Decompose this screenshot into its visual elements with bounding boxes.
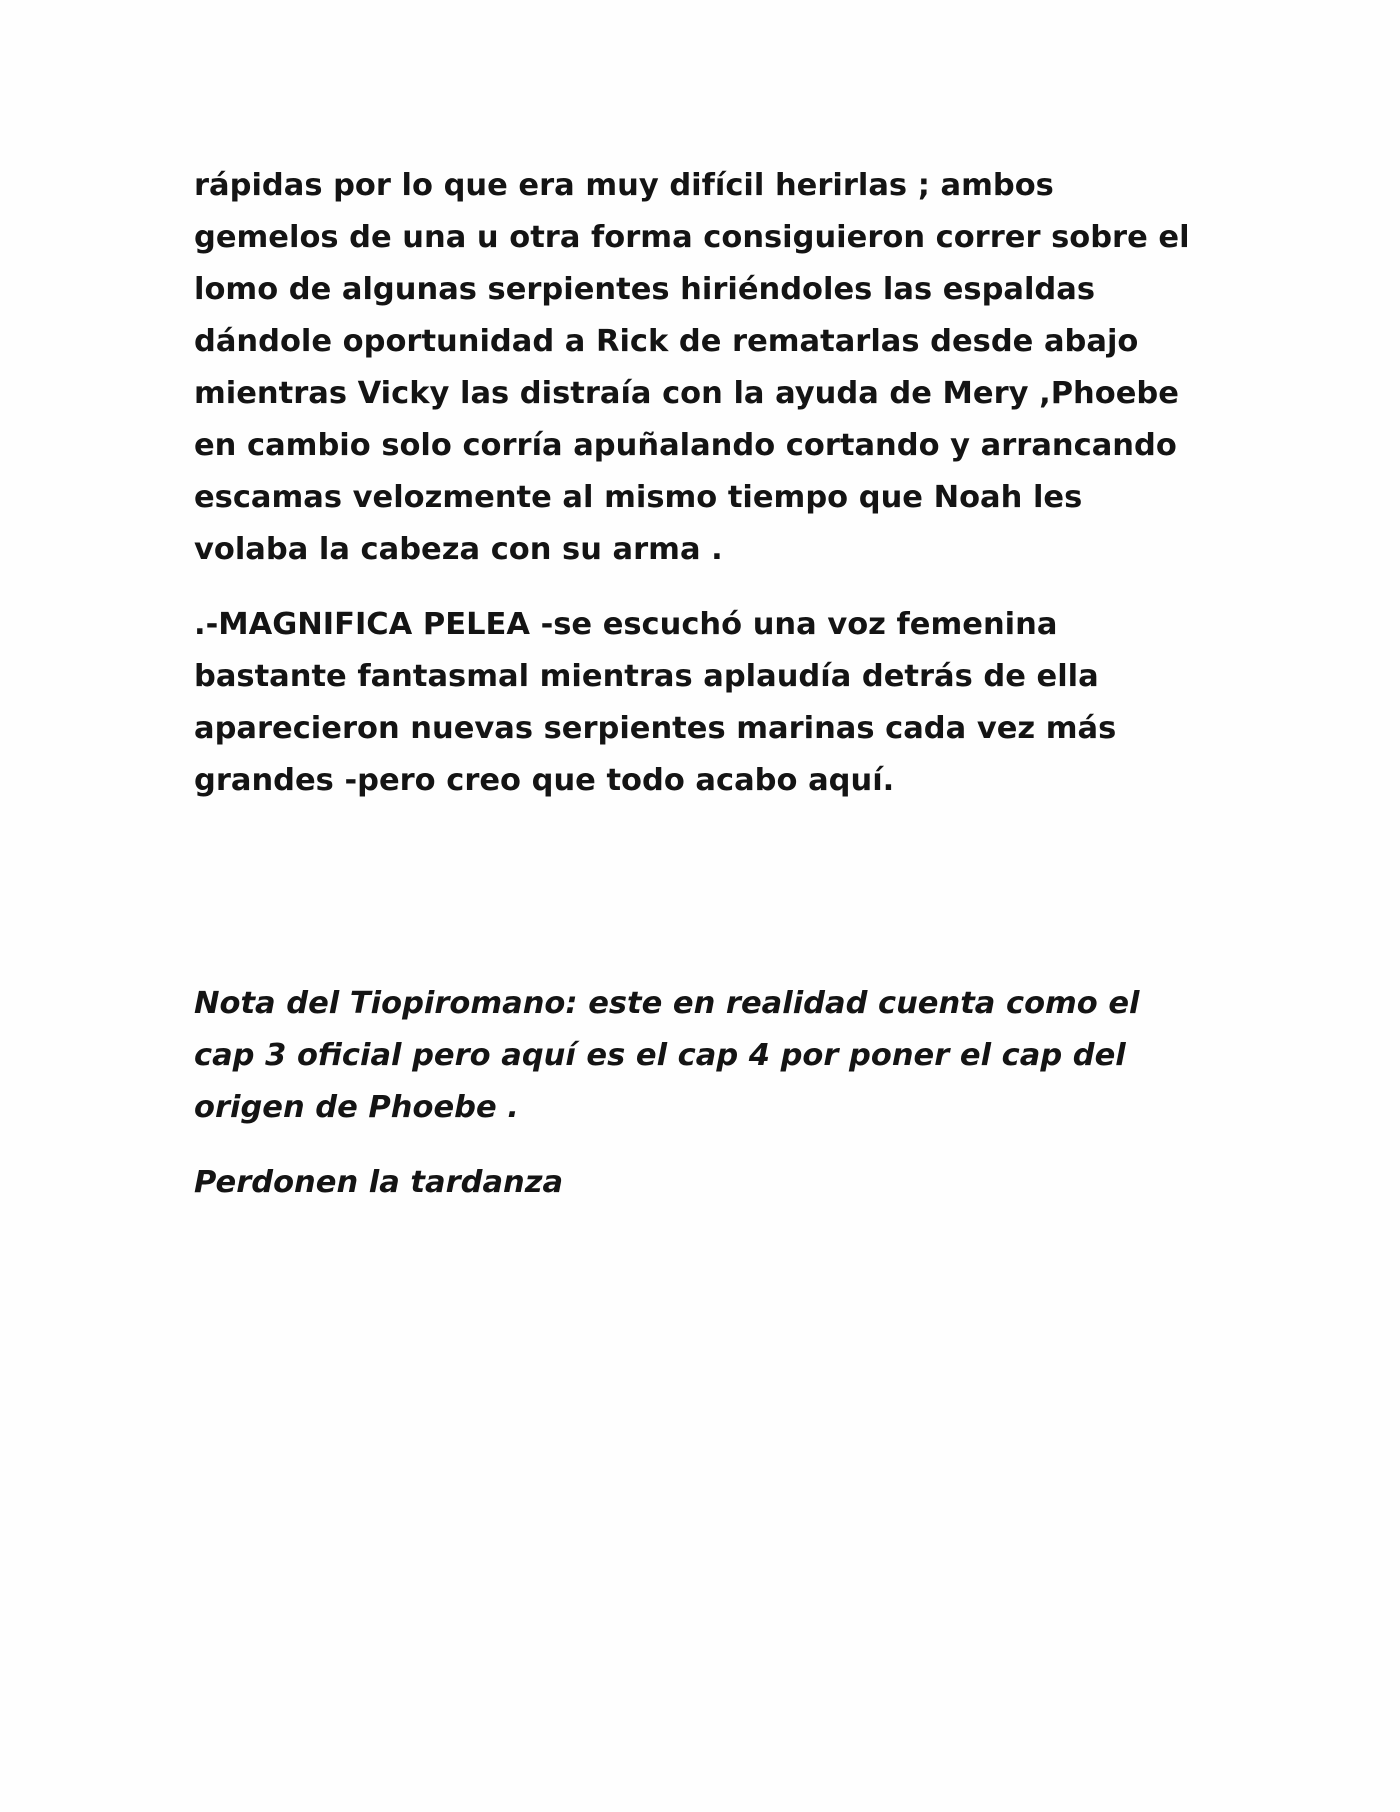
text-line: volaba la cabeza con su arma . bbox=[194, 532, 723, 567]
apology-note bbox=[194, 1157, 1254, 1209]
text-line: en cambio solo corría apuñalando cortando y arrancando bbox=[194, 428, 1177, 463]
text-line: rápidas por lo que era muy difícil herirlas ; ambos bbox=[194, 168, 1054, 203]
text-line: lomo de algunas serpientes hiriéndoles las espaldas bbox=[194, 272, 1096, 307]
text-line: grandes -pero creo que todo acabo aquí. bbox=[194, 763, 895, 798]
text-line: escamas velozmente al mismo tiempo que Noah les bbox=[194, 480, 1083, 515]
author-note bbox=[194, 978, 1254, 1134]
text-line: Perdonen la tardanza bbox=[194, 1165, 564, 1200]
text-line: .-MAGNIFICA PELEA -se escuchó una voz femenina bbox=[194, 607, 1058, 642]
dialogue-paragraph bbox=[194, 599, 1254, 807]
text-line: mientras Vicky las distraía con la ayuda de Mery ,Phoebe bbox=[194, 376, 1179, 411]
text-line: Nota del Tiopiromano: este en realidad cuenta como el bbox=[194, 986, 1140, 1021]
text-line: bastante fantasmal mientras aplaudía detrás de ella bbox=[194, 659, 1099, 694]
text-line: origen de Phoebe . bbox=[194, 1090, 519, 1125]
text-line: cap 3 oficial pero aquí es el cap 4 por poner el cap del bbox=[194, 1038, 1126, 1073]
text-line: gemelos de una u otra forma consiguieron correr sobre el bbox=[194, 220, 1190, 255]
text-line: dándole oportunidad a Rick de rematarlas desde abajo bbox=[194, 324, 1139, 359]
story-paragraph bbox=[194, 160, 1254, 576]
text-line: aparecieron nuevas serpientes marinas cada vez más bbox=[194, 711, 1117, 746]
